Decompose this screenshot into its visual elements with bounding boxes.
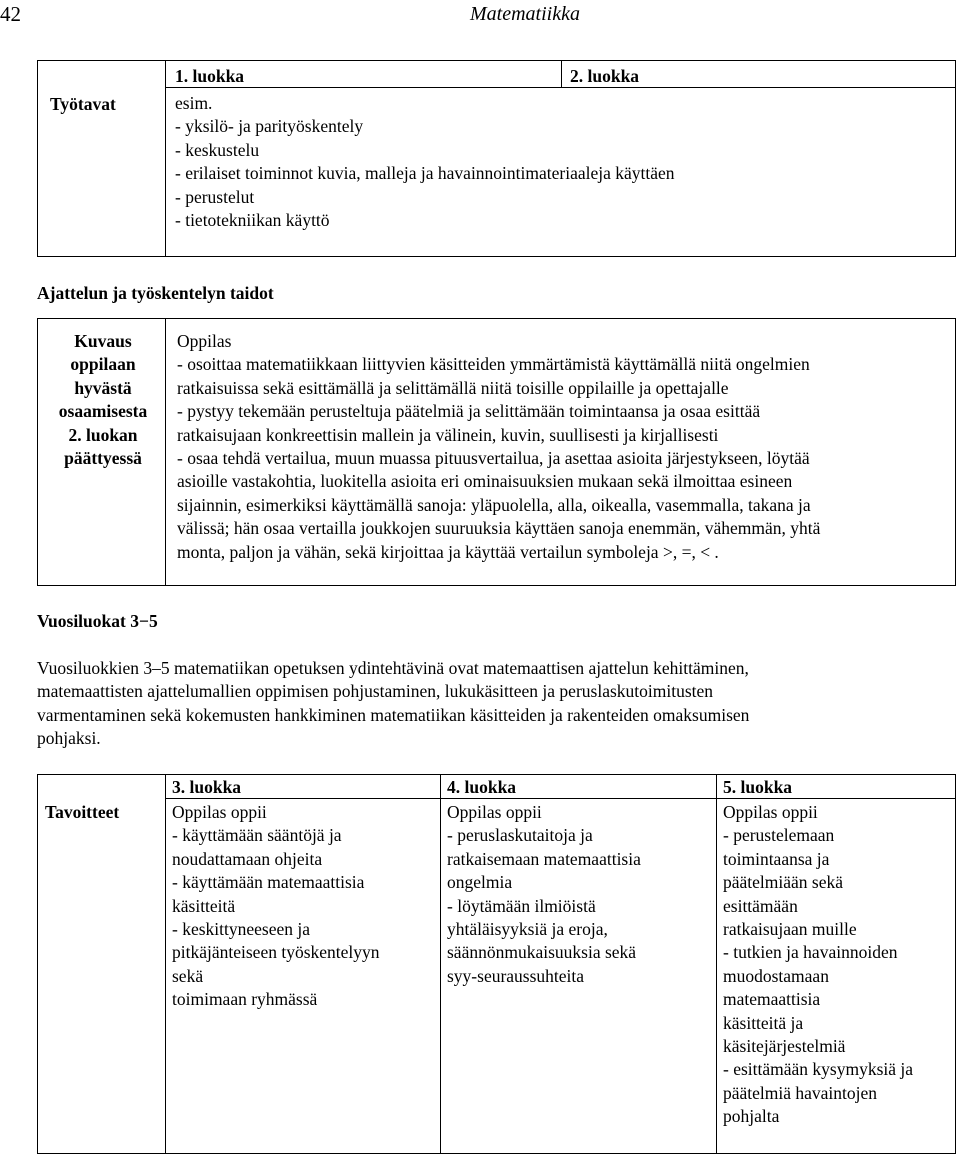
- skills-line: - osaa tehdä vertailua, muun muassa pituusvertailua, ja asettaa asioita järjestykseen, löytää: [177, 448, 810, 469]
- goals-col5-line: ratkaisujaan muille: [723, 919, 857, 940]
- goals-col5-header: 5. luokka: [723, 777, 793, 797]
- goals-col3-line: noudattamaan ohjeita: [172, 848, 323, 869]
- grades35-paragraph: [37, 657, 749, 751]
- page-title: Matematiikka: [470, 3, 580, 25]
- goals-col5-line: - perustelemaan: [723, 825, 835, 846]
- worktable-row-label: Työtavat: [50, 94, 116, 114]
- goals-col4-line: - peruslaskutaitoja ja: [447, 825, 593, 846]
- goals-col4-line: syy-seuraussuhteita: [447, 965, 585, 986]
- worktable-content: [175, 92, 675, 232]
- goals-col5-line: esittämään: [723, 895, 798, 916]
- worktable-col-divider: [165, 60, 166, 257]
- goals-col4: [447, 801, 641, 988]
- skills-label-line: päättyessä: [64, 448, 142, 469]
- paragraph-line: varmentaminen sekä kokemusten hankkiminen matematiikan käsitteiden ja rakenteiden omaksumisen: [37, 704, 750, 725]
- goals-col4-line: ongelmia: [447, 872, 513, 893]
- goals-col5: [723, 801, 913, 1129]
- goals-col5-line: käsitteitä ja: [723, 1012, 804, 1033]
- goals-col5-line: toimintaansa ja: [723, 848, 830, 869]
- goals-col4-line: yhtäläisyyksiä ja eroja,: [447, 919, 608, 940]
- worktable-line: - tietotekniikan käyttö: [175, 210, 330, 231]
- goals-col4-line: Oppilas oppii: [447, 802, 542, 822]
- goals-col3-header: 3. luokka: [172, 777, 242, 797]
- worktable-line: esim.: [175, 93, 213, 113]
- goals-col3-line: toimimaan ryhmässä: [172, 989, 318, 1010]
- skills-line: sijainnin, esimerkiksi käyttämällä sanoja: yläpuolella, alla, oikealla, vasemmalla, takana ja: [177, 494, 811, 515]
- skills-label-line: 2. luokan: [68, 424, 138, 445]
- skills-line: monta, paljon ja vähän, sekä kirjoittaa ja käyttää vertailun symboleja >, =, < .: [177, 541, 719, 562]
- worktable-header-rule: [165, 87, 955, 88]
- goals-header-rule: [165, 798, 955, 799]
- grades35-heading: Vuosiluokat 3−5: [37, 611, 158, 631]
- goals-col5-line: - tutkien ja havainnoiden: [723, 942, 898, 963]
- goals-col5-line: muodostamaan: [723, 965, 829, 986]
- goals-divider-2: [440, 774, 441, 1154]
- goals-col3-line: Oppilas oppii: [172, 802, 267, 822]
- goals-col3: [172, 801, 380, 1012]
- skills-col-divider: [165, 318, 166, 586]
- goals-col3-line: - käyttämään sääntöjä ja: [172, 825, 342, 846]
- goals-divider-1: [165, 774, 166, 1154]
- skills-line: - osoittaa matematiikkaan liittyvien käsitteiden ymmärtämistä käyttämällä niitä ongelmien: [177, 354, 810, 375]
- skills-label: [44, 330, 162, 470]
- goals-col4-header: 4. luokka: [447, 777, 517, 797]
- goals-col5-line: Oppilas oppii: [723, 802, 818, 822]
- skills-line: Oppilas: [177, 331, 232, 351]
- skills-line: - pystyy tekemään perusteltuja päätelmiä ja selittämään toimintaansa ja osaa esittää: [177, 401, 761, 422]
- goals-col4-line: säännönmukaisuuksia sekä: [447, 942, 637, 963]
- worktable-line: - keskustelu: [175, 139, 260, 160]
- paragraph-line: matemaattisten ajattelumallien oppimisen pohjustaminen, lukukäsitteen ja peruslaskutoimitusten: [37, 681, 714, 702]
- goals-col5-line: käsitejärjestelmiä: [723, 1036, 846, 1057]
- skills-label-line: hyvästä: [74, 377, 132, 398]
- goals-col3-line: sekä: [172, 965, 204, 986]
- goals-divider-3: [716, 774, 717, 1154]
- worktable-line: - erilaiset toiminnot kuvia, malleja ja havainnointimateriaaleja käyttäen: [175, 163, 675, 184]
- page-number: 42: [0, 2, 21, 26]
- worktable-line: - yksilö- ja parityöskentely: [175, 116, 364, 137]
- worktable-col1-header: 1. luokka: [175, 66, 245, 86]
- goals-col5-line: pohjalta: [723, 1106, 780, 1127]
- skills-line: asioille vastakohtia, luokitella asioita eri ominaisuuksien mukaan sekä ilmoittaa esineen: [177, 471, 793, 492]
- worktable-line: - perustelut: [175, 186, 255, 207]
- skills-line: välissä; hän osaa vertailla joukkojen suuruuksia käyttäen sanoja enemmän, vähemmän, yhtä: [177, 518, 821, 539]
- paragraph-line: Vuosiluokkien 3–5 matematiikan opetuksen ydintehtävinä ovat matemaattisen ajattelun kehittäminen,: [37, 658, 749, 678]
- skills-content: [177, 330, 820, 564]
- skills-line: ratkaisuissa sekä esittämällä ja selittämällä niitä toisille oppilaille ja opettajalle: [177, 377, 729, 398]
- skills-heading: Ajattelun ja työskentelyn taidot: [37, 283, 274, 303]
- skills-label-line: osaamisesta: [58, 401, 148, 422]
- goals-col5-line: päätelmiä havaintojen: [723, 1082, 878, 1103]
- skills-label-line: Kuvaus: [74, 331, 132, 351]
- goals-col5-line: - esittämään kysymyksiä ja: [723, 1059, 914, 1080]
- goals-col3-line: pitkäjänteiseen työskentelyyn: [172, 942, 380, 963]
- goals-col3-line: - käyttämään matemaattisia: [172, 872, 365, 893]
- skills-line: ratkaisujaan konkreettisin mallein ja välinein, kuvin, suullisesti ja kirjallisesti: [177, 424, 719, 445]
- skills-label-line: oppilaan: [70, 354, 136, 375]
- goals-col5-line: matemaattisia: [723, 989, 821, 1010]
- worktable-header-divider: [561, 60, 562, 88]
- goals-col3-line: käsitteitä: [172, 895, 236, 916]
- goals-row-label: Tavoitteet: [45, 802, 120, 822]
- goals-col4-line: - löytämään ilmiöistä: [447, 895, 596, 916]
- paragraph-line: pohjaksi.: [37, 728, 101, 749]
- worktable-col2-header: 2. luokka: [570, 66, 640, 86]
- goals-col3-line: - keskittyneeseen ja: [172, 919, 311, 940]
- goals-col5-line: päätelmiään sekä: [723, 872, 844, 893]
- goals-col4-line: ratkaisemaan matemaattisia: [447, 848, 641, 869]
